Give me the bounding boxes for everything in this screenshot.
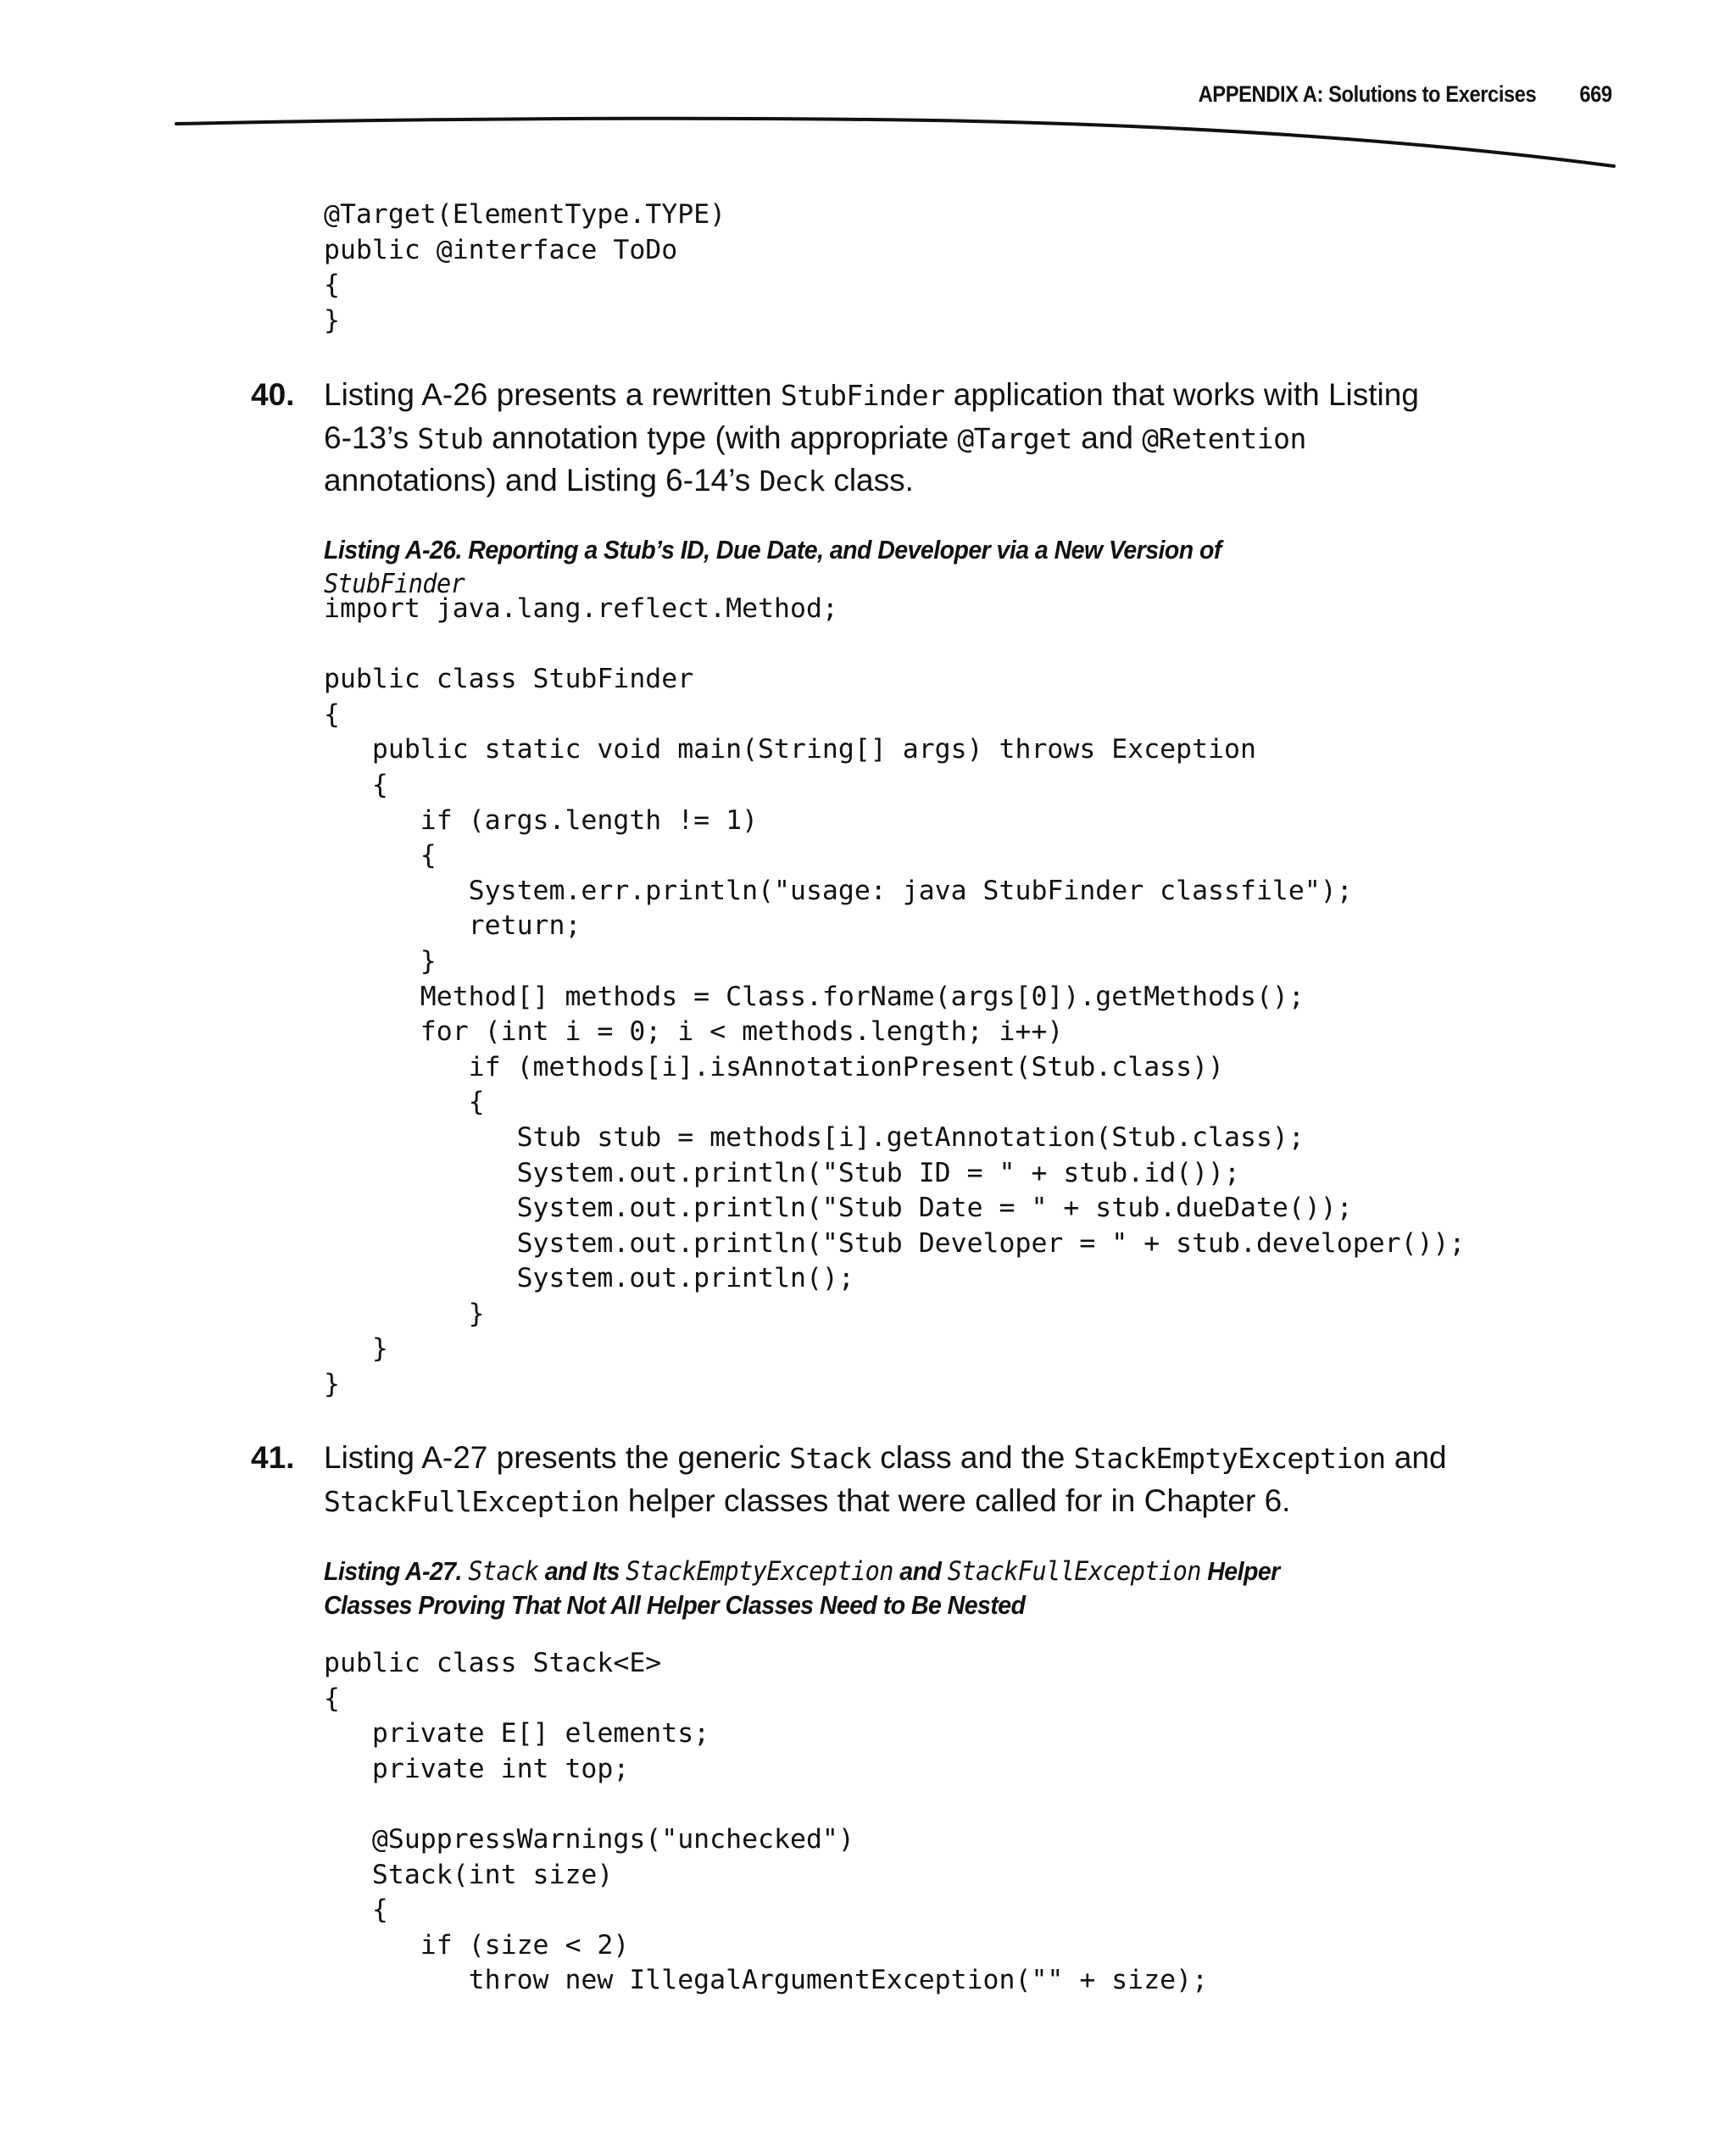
code-block-stubfinder: import java.lang.reflect.Method; public class StubFinder { public static void main(String[] args) throws Exception { if (args.length != 1) { System.err.println("usage: java StubFinder classfile"); return; } Method[] methods = Class.forName(args[0]).getMethods(); for (int i = 0; i < methods.length; i++) if (methods[i].isAnnotationPresent(Stub.class)) { Stub stub = methods[i].getAnnotation(Stub.class); System.out.println("Stub ID = " + stub.id()); System.out.println("Stub Date = " + stub.dueDate()); System.out.println("Stub Developer = " + stub.developer()); System.out.println(); } } } — [324, 593, 1466, 1400]
listing-caption-a26: Listing A-26. Reporting a Stub’s ID, Due Date, and Developer via a New Version of StubFinder — [324, 535, 1221, 599]
item-text: Listing A-26 presents a rewritten StubFinder application that works with Listing 6-13’s Stub annotation type (with appropriate @Target and @Retention annotations) and Listing 6-14’s Deck class. — [324, 377, 1419, 498]
exercise-item-40 — [251, 374, 1455, 503]
code-block-stack: public class Stack<E> { private E[] elements; private int top; @SuppressWarnings("unchecked") Stack(int size) { if (size < 2) throw new IllegalArgumentException("" + size); — [324, 1648, 1209, 1996]
item-number: 41. — [251, 1440, 295, 1475]
page-number: 669 — [1579, 81, 1612, 107]
running-title: APPENDIX A: Solutions to Exercises — [1198, 81, 1537, 107]
exercise-item-41 — [251, 1437, 1455, 1522]
item-number: 40. — [251, 377, 295, 412]
item-text: Listing A-27 presents the generic Stack class and the StackEmptyException and StackFullException helper classes that were called for in Chapter 6. — [324, 1440, 1447, 1518]
listing-caption-a27: Listing A-27. Stack and Its StackEmptyException and StackFullException Helper Classes Proving That Not All Helper Classes Need to Be Nested — [324, 1556, 1280, 1620]
code-block-todo: @Target(ElementType.TYPE) public @interface ToDo { } — [324, 199, 726, 336]
header-rule — [0, 0, 1736, 186]
